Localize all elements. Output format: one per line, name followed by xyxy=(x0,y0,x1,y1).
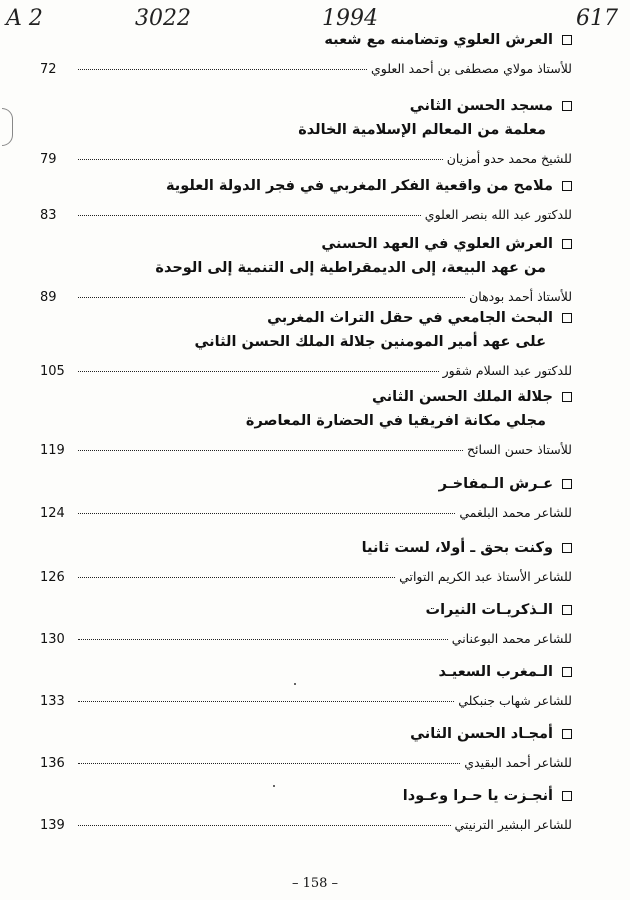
entry-title-line xyxy=(40,662,572,682)
dot-leader xyxy=(78,371,439,372)
entry-author: للأستاذ أحمد بودهان xyxy=(469,289,572,304)
entry-title-line xyxy=(40,30,572,50)
entry-author-line xyxy=(40,206,572,225)
toc-entry xyxy=(40,176,572,225)
entry-page-number: 119 xyxy=(40,443,65,458)
entry-title-line xyxy=(40,96,572,116)
entry-title: عـرش الـمفاخـر xyxy=(438,476,553,492)
entry-author-line xyxy=(40,754,572,773)
entry-title-line xyxy=(40,724,572,744)
entry-title: مسجد الحسن الثاني xyxy=(409,98,553,114)
toc-entry xyxy=(40,538,572,587)
toc-entry xyxy=(40,30,572,79)
entry-author-line xyxy=(40,630,572,649)
entry-subtitle: من عهد البيعة، إلى الديمقراطية إلى التنمية إلى الوحدة xyxy=(155,260,546,276)
entry-title: الـمغرب السعيـد xyxy=(438,664,553,680)
entry-title: الـذكريـات النيرات xyxy=(425,602,553,618)
entry-author-line xyxy=(40,504,572,523)
checkbox-square-icon xyxy=(562,543,572,553)
entry-author: للشاعر شهاب جنبكلي xyxy=(458,693,572,708)
entry-page-number: 139 xyxy=(40,818,65,833)
entry-title-line xyxy=(40,387,572,407)
toc-entry xyxy=(40,724,572,773)
entry-author: للشاعر أحمد البقيدي xyxy=(464,755,572,770)
dot-leader xyxy=(78,215,421,216)
dot-leader xyxy=(78,701,454,702)
entry-title: العرش العلوي في العهد الحسني xyxy=(321,236,553,252)
dot-leader xyxy=(78,639,448,640)
handwritten-left-code: A 2 xyxy=(6,6,43,31)
entry-author-line xyxy=(40,150,572,169)
entry-page-number: 136 xyxy=(40,756,65,771)
entry-author: للشاعر الأستاذ عبد الكريم التواتي xyxy=(399,569,572,584)
toc-entry xyxy=(40,308,572,381)
entry-page-number: 133 xyxy=(40,694,65,709)
entry-page-number: 130 xyxy=(40,632,65,647)
handwritten-year: 1994 xyxy=(322,6,378,31)
entry-title-line xyxy=(40,538,572,558)
toc-entry xyxy=(40,234,572,307)
entry-title-line xyxy=(40,600,572,620)
checkbox-square-icon xyxy=(562,605,572,615)
entry-author: للشاعر البشير الترنيتي xyxy=(454,817,572,832)
entry-author: للشيخ محمد حدو أمزيان xyxy=(446,151,572,166)
dot-leader xyxy=(78,577,395,578)
dot-leader xyxy=(78,513,455,514)
entry-title: جلالة الملك الحسن الثاني xyxy=(372,389,553,405)
checkbox-square-icon xyxy=(562,313,572,323)
entry-title-line xyxy=(40,474,572,494)
entry-title: ملامح من واقعية الفكر المغربي في فجر الدولة العلوية xyxy=(166,178,553,194)
checkbox-square-icon xyxy=(562,667,572,677)
checkbox-square-icon xyxy=(562,239,572,249)
toc-entry xyxy=(40,600,572,649)
entry-subtitle: على عهد أمير المومنين جلالة الملك الحسن الثاني xyxy=(194,334,546,350)
toc-entry xyxy=(40,662,572,711)
entry-title: العرش العلوي وتضامنه مع شعبه xyxy=(324,32,553,48)
entry-subtitle: مجلي مكانة افريقيا في الحضارة المعاصرة xyxy=(245,413,546,429)
dot-leader xyxy=(78,69,367,70)
checkbox-square-icon xyxy=(562,791,572,801)
entry-title: أمجـاد الحسن الثاني xyxy=(410,726,553,742)
entry-title-line xyxy=(40,308,572,328)
dot-leader xyxy=(78,450,463,451)
toc-entry xyxy=(40,96,572,169)
page-number: – 158 – xyxy=(291,876,339,891)
entry-author: للدكتور عبد السلام شقور xyxy=(442,363,572,378)
margin-pencil-mark xyxy=(2,108,13,146)
entry-author-line xyxy=(40,288,572,307)
toc-entry xyxy=(40,474,572,523)
entry-author: للأستاذ مولاي مصطفى بن أحمد العلوي xyxy=(370,61,572,76)
toc-entry xyxy=(40,387,572,460)
entry-title: البحث الجامعي في حقل التراث المغربي xyxy=(267,310,553,326)
entry-page-number: 89 xyxy=(40,290,57,305)
entry-author-line xyxy=(40,816,572,835)
entry-author-line xyxy=(40,568,572,587)
entry-author-line xyxy=(40,441,572,460)
dot-leader xyxy=(78,297,465,298)
entry-title-line xyxy=(40,234,572,254)
dot-leader xyxy=(78,763,460,764)
entry-page-number: 79 xyxy=(40,152,57,167)
dot-leader xyxy=(78,825,451,826)
handwritten-code: 3022 xyxy=(135,6,191,31)
toc-entry xyxy=(40,786,572,835)
dot-leader xyxy=(78,159,443,160)
entry-page-number: 124 xyxy=(40,506,65,521)
entry-subtitle: معلمة من المعالم الإسلامية الخالدة xyxy=(298,122,546,138)
entry-title: أنجـزت يا حـرا وعـودا xyxy=(402,788,553,804)
entry-page-number: 126 xyxy=(40,570,65,585)
entry-author: للأستاذ حسن السائح xyxy=(466,442,572,457)
entry-author-line xyxy=(40,362,572,381)
checkbox-square-icon xyxy=(562,35,572,45)
checkbox-square-icon xyxy=(562,729,572,739)
entry-author: للشاعر محمد البلغمي xyxy=(459,505,572,520)
entry-author-line xyxy=(40,60,572,79)
entry-title-line xyxy=(40,786,572,806)
entry-title: وكنت بحق ـ أولا، لست ثانيا xyxy=(361,540,553,556)
entry-title-line xyxy=(40,176,572,196)
entry-author-line xyxy=(40,692,572,711)
checkbox-square-icon xyxy=(562,101,572,111)
entry-page-number: 105 xyxy=(40,364,65,379)
handwritten-corner-number: 617 xyxy=(576,6,618,31)
checkbox-square-icon xyxy=(562,181,572,191)
checkbox-square-icon xyxy=(562,392,572,402)
entry-author: للدكتور عبد الله بنصر العلوي xyxy=(424,207,572,222)
entry-page-number: 72 xyxy=(40,62,57,77)
entry-author: للشاعر محمد البوعناني xyxy=(451,631,572,646)
entry-page-number: 83 xyxy=(40,208,57,223)
checkbox-square-icon xyxy=(562,479,572,489)
